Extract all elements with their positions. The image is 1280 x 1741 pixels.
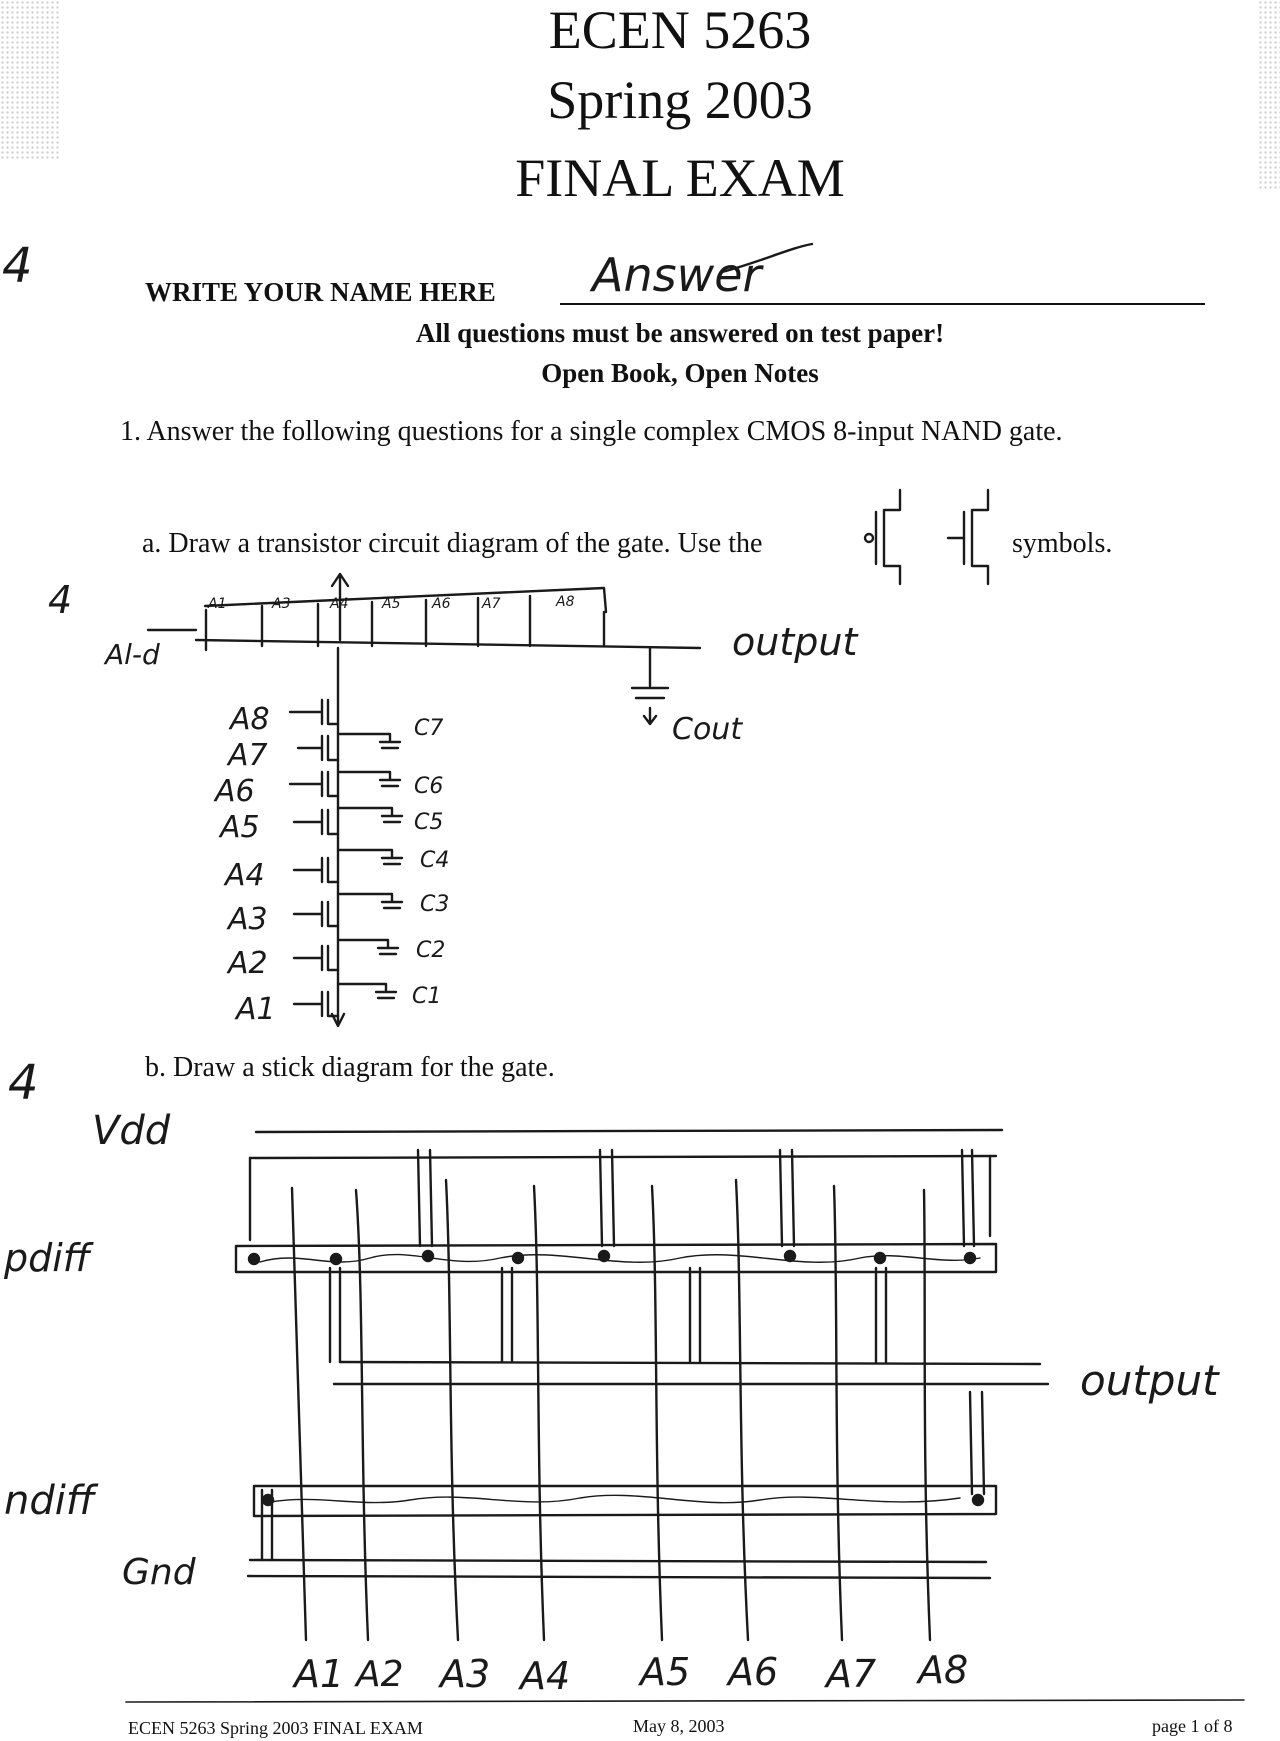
poly-a5 [652, 1186, 662, 1640]
poly-a7 [834, 1186, 842, 1640]
poly-a2 [356, 1190, 368, 1640]
pmos-label-7: A8 [556, 594, 575, 610]
vdd-rail-lower [250, 1156, 996, 1158]
input-label-a6: A6 [728, 1650, 779, 1694]
nmos-label-4: A5 [220, 810, 260, 845]
name-flourish [722, 244, 812, 272]
poly-a6 [736, 1180, 748, 1640]
nmos-label-1: A8 [230, 702, 270, 737]
title-semester: Spring 2003 [547, 70, 813, 130]
margin-score-top: 4 [2, 238, 33, 294]
gnd-rail-lower [248, 1576, 990, 1578]
input-label-a4: A4 [520, 1654, 571, 1698]
pmos-label-1: A1 [208, 596, 227, 612]
poly-a3 [446, 1180, 458, 1640]
pmos-label-5: A6 [432, 596, 451, 612]
gnd-rail [250, 1560, 986, 1562]
cap-label-4: C4 [420, 848, 450, 873]
cout-label: Cout [672, 712, 743, 747]
input-label-a3: A3 [440, 1652, 491, 1696]
footer-left: ECEN 5263 Spring 2003 FINAL EXAM [128, 1718, 423, 1738]
cout-capacitor [632, 648, 668, 724]
nmos-symbol [948, 490, 988, 584]
pmos-label-3: A4 [330, 596, 349, 612]
gnd-label: Gnd [122, 1552, 196, 1593]
vdd-label: Vdd [92, 1108, 171, 1154]
part-a-text: a. Draw a transistor circuit diagram of the gate. Use the [142, 528, 763, 559]
footer-page: page 1 of 8 [1152, 1716, 1233, 1736]
pmos-top-rail [205, 588, 606, 612]
question-1-text: 1. Answer the following questions for a single complex CMOS 8-input NAND gate. [120, 416, 1063, 447]
pmos-label-4: A5 [382, 596, 401, 612]
pmos-left-label: Al-d [105, 638, 160, 671]
name-handwritten: Answer [592, 248, 762, 302]
title-course: ECEN 5263 [548, 0, 812, 60]
instruction-answer-on-paper: All questions must be answered on test paper! [415, 318, 945, 348]
footer-rule [126, 1700, 1244, 1702]
nmos-label-2: A7 [228, 738, 268, 773]
cap-label-5: C3 [420, 892, 450, 917]
name-label: WRITE YOUR NAME HERE [145, 277, 496, 307]
pmos-label-6: A7 [482, 596, 501, 612]
cap-label-6: C2 [416, 938, 446, 963]
input-label-a2: A2 [356, 1654, 404, 1695]
input-label-a8: A8 [918, 1648, 969, 1692]
part-a-symbols-text: symbols. [1012, 528, 1113, 559]
title-exam: FINAL EXAM [515, 148, 845, 208]
poly-a8 [924, 1190, 930, 1640]
circuit-output-label: output [732, 620, 858, 664]
ndiff-label: ndiff [4, 1478, 95, 1524]
pmos-bottom-rail [196, 640, 700, 648]
cap-label-3: C5 [414, 810, 444, 835]
nmos-label-8: A1 [236, 992, 276, 1027]
cap-label-2: C6 [414, 774, 444, 799]
margin-score-a: 4 [48, 578, 73, 622]
input-label-a7: A7 [826, 1652, 877, 1696]
input-label-a5: A5 [640, 1650, 691, 1694]
instruction-open-book: Open Book, Open Notes [541, 358, 819, 388]
nmos-label-7: A2 [228, 946, 268, 981]
pmos-symbol [865, 490, 900, 584]
cap-label-7: C1 [412, 984, 442, 1009]
margin-score-b: 4 [8, 1055, 39, 1111]
nmos-label-6: A3 [228, 902, 268, 937]
footer-date: May 8, 2003 [633, 1716, 725, 1736]
stick-output-label: output [1080, 1356, 1219, 1405]
pdiff-label: pdiff [4, 1236, 91, 1280]
cap-label-1: C7 [414, 716, 444, 741]
part-b-text: b. Draw a stick diagram for the gate. [145, 1052, 555, 1083]
nmos-label-3: A6 [215, 774, 255, 809]
poly-a1 [292, 1188, 306, 1640]
pmos-label-2: A3 [272, 596, 291, 612]
nmos-label-5: A4 [225, 858, 265, 893]
input-label-a1: A1 [294, 1652, 345, 1696]
vdd-rail [256, 1130, 1002, 1132]
